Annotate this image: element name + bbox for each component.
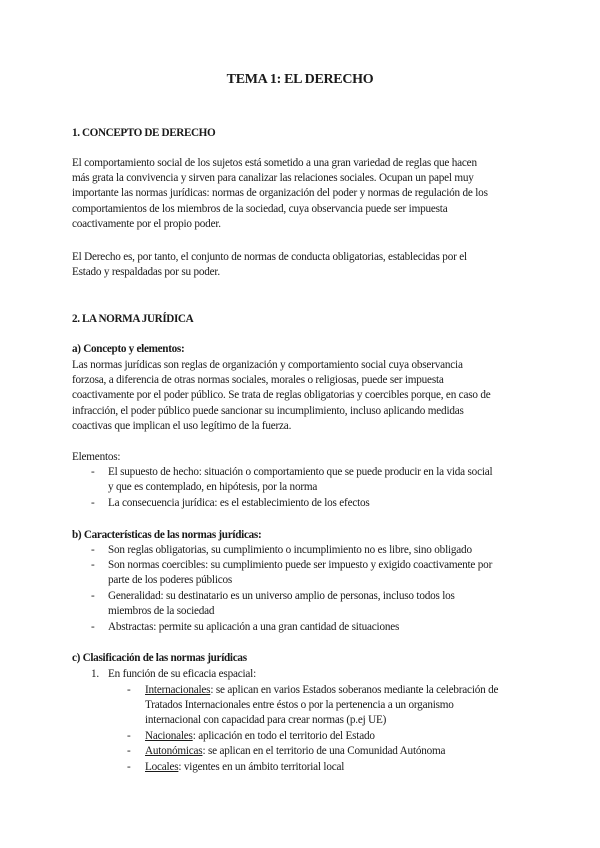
section-1-paragraph-2: [72, 250, 532, 280]
definition: : vigentes en un ámbito territorial local: [178, 761, 345, 773]
section-1-heading: 1. CONCEPTO DE DERECHO: [72, 127, 216, 139]
document-title: TEMA 1: EL DERECHO: [226, 72, 374, 87]
list-item-line: [145, 729, 375, 744]
bullet-marker: -: [127, 745, 131, 757]
list-item-line: internacional con capacidad para crear normas (p.ej UE): [145, 714, 387, 726]
text-line: coactivamente por el poder público. Se trata de reglas obligatorias y coercibles porque, en caso de: [72, 389, 491, 402]
bullet-marker: -: [127, 730, 131, 742]
section-1-paragraph-1: [72, 156, 532, 232]
text-line: más grata la convivencia y sirven para canalizar las relaciones sociales. Ocupan un papel muy: [72, 172, 474, 185]
list-item-line: Tratados Internacionales entre éstos o por la pertenencia a un organismo: [145, 699, 454, 711]
text-line: El Derecho es, por tanto, el conjunto de normas de conducta obligatorias, establecidas por el: [72, 251, 467, 263]
term: Internacionales: [145, 684, 211, 696]
text-line: comportamientos de los miembros de la sociedad, cuya observancia puede ser impuesta: [72, 202, 448, 215]
bullet-marker: -: [91, 621, 95, 633]
list-item-line: La consecuencia jurídica: es el establecimiento de los efectos: [108, 497, 370, 509]
bullet-marker: -: [91, 497, 95, 509]
definition: : se aplican en varios Estados soberanos mediante la celebración de: [210, 684, 499, 696]
term: Locales: [145, 761, 179, 773]
numbered-item-text: En función de su eficacia espacial:: [108, 668, 256, 680]
list-item-line: [145, 683, 498, 698]
bullet-marker: -: [91, 544, 95, 556]
term: Nacionales: [145, 730, 193, 742]
bullet-marker: -: [127, 684, 131, 696]
list-item-line: [145, 760, 344, 775]
text-line: coactivas que implican el uso legítimo de la fuerza.: [72, 419, 292, 432]
text-line: Las normas jurídicas son reglas de organización y comportamiento social cuya observancia: [72, 359, 463, 371]
subsection-a-heading: a) Concepto y elementos:: [72, 343, 185, 355]
list-item-line: Son reglas obligatorias, su cumplimiento o incumplimiento no es libre, sino obligado: [108, 544, 472, 556]
definition: : se aplican en el territorio de una Comunidad Autónoma: [202, 745, 446, 757]
numbered-marker: 1.: [91, 668, 99, 680]
list-item-line: y que es contemplado, en hipótesis, por la norma: [108, 481, 318, 493]
subsection-b-heading: b) Características de las normas jurídicas:: [72, 529, 262, 541]
list-item-line: miembros de la sociedad: [108, 605, 215, 617]
elements-label: Elementos:: [72, 451, 121, 463]
text-line: importante las normas jurídicas: normas de organización del poder y normas de regulación de los: [72, 187, 488, 200]
subsection-c-heading: c) Clasificación de las normas jurídicas: [72, 652, 247, 664]
text-line: infracción, el poder público puede sancionar su incumplimiento, incluso aplicando medidas: [72, 404, 464, 417]
list-item-line: [145, 744, 445, 759]
list-item-line: parte de los poderes públicos: [108, 574, 233, 586]
list-item-line: Son normas coercibles: su cumplimiento puede ser impuesto y exigido coactivamente por: [108, 559, 493, 571]
bullet-marker: -: [127, 761, 131, 773]
definition: : aplicación en todo el territorio del Estado: [192, 730, 375, 742]
text-line: El comportamiento social de los sujetos está sometido a una gran variedad de reglas que hacen: [72, 157, 477, 169]
list-item-line: Abstractas: permite su aplicación a una gran cantidad de situaciones: [108, 621, 400, 633]
bullet-marker: -: [91, 466, 95, 478]
text-line: Estado y respaldadas por su poder.: [72, 266, 220, 279]
bullet-marker: -: [91, 559, 95, 571]
section-2-heading: 2. LA NORMA JURÍDICA: [72, 313, 194, 325]
text-line: coactivamente por el propio poder.: [72, 217, 221, 230]
text-line: forzosa, a diferencia de otras normas sociales, morales o religiosas, puede ser impuesta: [72, 374, 444, 387]
term: Autonómicas: [145, 745, 203, 757]
bullet-marker: -: [91, 590, 95, 602]
subsection-a-paragraph: [72, 358, 532, 434]
list-item-line: Generalidad: su destinatario es un universo amplio de personas, incluso todos los: [108, 590, 455, 602]
list-item-line: El supuesto de hecho: situación o comportamiento que se puede producir en la vida social: [108, 466, 493, 478]
